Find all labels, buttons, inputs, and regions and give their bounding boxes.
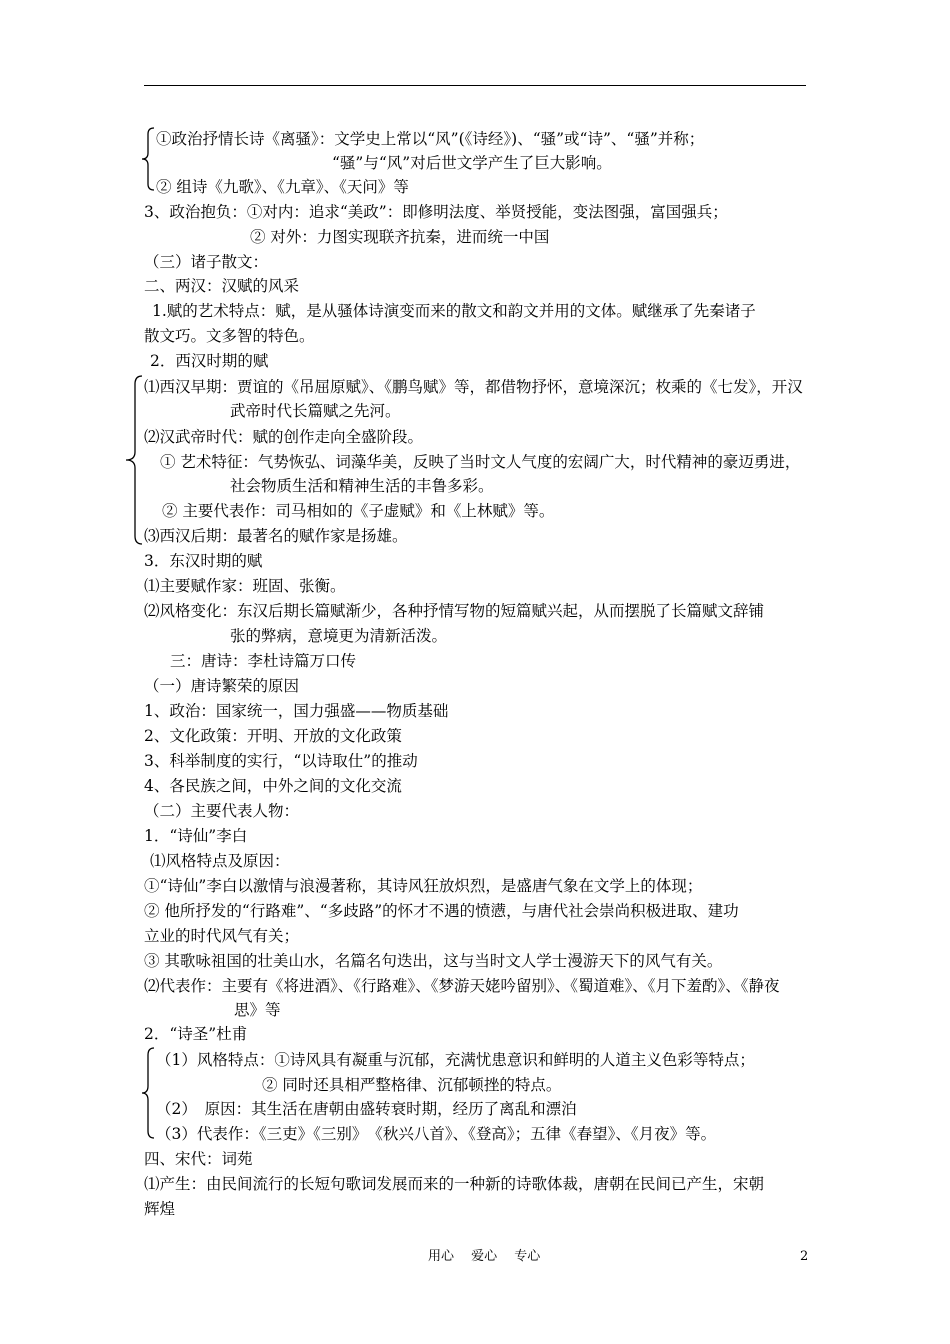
section-heading: 3．东汉时期的赋 bbox=[144, 552, 263, 570]
text-line: ① 艺术特征：气势恢弘、词藻华美，反映了当时文人气度的宏阔广大，时代精神的豪迈勇进， bbox=[160, 453, 801, 471]
text-line: 社会物质生活和精神生活的丰鲁多彩。 bbox=[230, 477, 494, 495]
section-heading: 三：唐诗：李杜诗篇万口传 bbox=[170, 652, 357, 670]
text-line: ⑶西汉后期：最著名的赋作家是扬雄。 bbox=[144, 527, 408, 545]
text-line: 3、政治抱负：①对内：追求“美政”：即修明法度、举贤授能，变法图强，富国强兵； bbox=[144, 203, 728, 221]
curly-brace-icon bbox=[140, 1046, 156, 1140]
text-line: ② 对外：力图实现联齐抗秦，进而统一中国 bbox=[250, 228, 550, 246]
curly-brace-icon bbox=[124, 374, 144, 546]
text-line: 张的弊病，意境更为清新活泼。 bbox=[230, 627, 448, 645]
text-line: 2、文化政策：开明、开放的文化政策 bbox=[144, 727, 402, 745]
text-line: 4、各民族之间，中外之间的文化交流 bbox=[144, 777, 402, 795]
text-line: ② 他所抒发的“行路难”、“多歧路”的怀才不遇的愤懑，与唐代社会崇尚积极进取、建功 bbox=[144, 902, 739, 920]
header-rule bbox=[144, 85, 806, 86]
section-heading: 2．西汉时期的赋 bbox=[150, 352, 269, 370]
text-line: ⑵风格变化：东汉后期长篇赋渐少，各种抒情写物的短篇赋兴起，从而摆脱了长篇赋文辞铺 bbox=[144, 602, 765, 620]
text-line: （3）代表作：《三吏》《三别》 《秋兴八首》、《登高》；五律《春望》、《月夜》等。 bbox=[156, 1125, 717, 1143]
section-heading: （一）唐诗繁荣的原因 bbox=[144, 677, 300, 695]
text-line: 散文巧。文多智的特色。 bbox=[144, 327, 315, 345]
section-heading: 2．“诗圣”杜甫 bbox=[144, 1025, 248, 1043]
section-heading: 1．“诗仙”李白 bbox=[144, 827, 248, 845]
text-line: ⑴西汉早期：贾谊的《吊屈原赋》、《鹏鸟赋》等，都借物抒怀，意境深沉；枚乘的《七发》，开汉 bbox=[144, 378, 803, 396]
text-line: ⑴主要赋作家：班固、张衡。 bbox=[144, 577, 346, 595]
text-line: 1.赋的艺术特点：赋，是从骚体诗演变而来的散文和韵文并用的文体。赋继承了先秦诸子 bbox=[152, 302, 756, 320]
text-line: ⑴风格特点及原因： bbox=[150, 852, 290, 870]
text-line: 武帝时代长篇赋之先河。 bbox=[230, 402, 401, 420]
text-line: 1、政治：国家统一，国力强盛——物质基础 bbox=[144, 702, 449, 720]
section-heading: 二、两汉：汉赋的风采 bbox=[144, 277, 300, 295]
section-heading: （三）诸子散文： bbox=[144, 253, 269, 271]
text-line: ①“诗仙”李白以激情与浪漫著称，其诗风狂放炽烈，是盛唐气象在文学上的体现； bbox=[144, 877, 703, 895]
section-heading: 四、宋代：词苑 bbox=[144, 1150, 253, 1168]
text-line: 思》等 bbox=[234, 1001, 281, 1019]
text-line: ② 同时还具相严整格律、沉郁顿挫的特点。 bbox=[262, 1076, 562, 1094]
text-line: （2） 原因：其生活在唐朝由盛转衰时期，经历了离乱和漂泊 bbox=[156, 1100, 577, 1118]
text-line: ⑵代表作：主要有《将进酒》、《行路难》、《梦游天姥吟留别》、《蜀道难》、《月下羞酌》、《静夜 bbox=[144, 977, 780, 995]
text-line: “骚”与“风”对后世文学产生了巨大影响。 bbox=[332, 154, 612, 172]
text-line: 立业的时代风气有关； bbox=[144, 927, 300, 945]
text-line: ③ 其歌咏祖国的壮美山水，名篇名句迭出，这与当时文人学士漫游天下的风气有关。 bbox=[144, 952, 723, 970]
text-line: ⑵汉武帝时代：赋的创作走向全盛阶段。 bbox=[144, 428, 424, 446]
text-line: （1）风格特点：①诗风具有凝重与沉郁，充满忧患意识和鲜明的人道主义色彩等特点； bbox=[156, 1051, 755, 1069]
text-line: ② 主要代表作：司马相如的《子虚赋》和《上林赋》等。 bbox=[162, 502, 555, 520]
text-line: 3、科举制度的实行，“以诗取仕”的推动 bbox=[144, 752, 418, 770]
text-line: ①政治抒情长诗《离骚》：文学史上常以“风”(《诗经》)、“骚”或“诗”、“骚”并称； bbox=[156, 130, 705, 148]
text-line: ⑴产生：由民间流行的长短句歌词发展而来的一种新的诗歌体裁，唐朝在民间已产生，宋朝 bbox=[144, 1175, 765, 1193]
footer-motto: 用心 爱心 专心 bbox=[428, 1249, 541, 1264]
text-line: 辉煌 bbox=[144, 1200, 176, 1218]
text-line: ② 组诗《九歌》、《九章》、《天问》等 bbox=[156, 178, 409, 196]
curly-brace-icon bbox=[140, 126, 156, 192]
section-heading: （二）主要代表人物： bbox=[144, 802, 300, 820]
page-number: 2 bbox=[800, 1249, 809, 1264]
